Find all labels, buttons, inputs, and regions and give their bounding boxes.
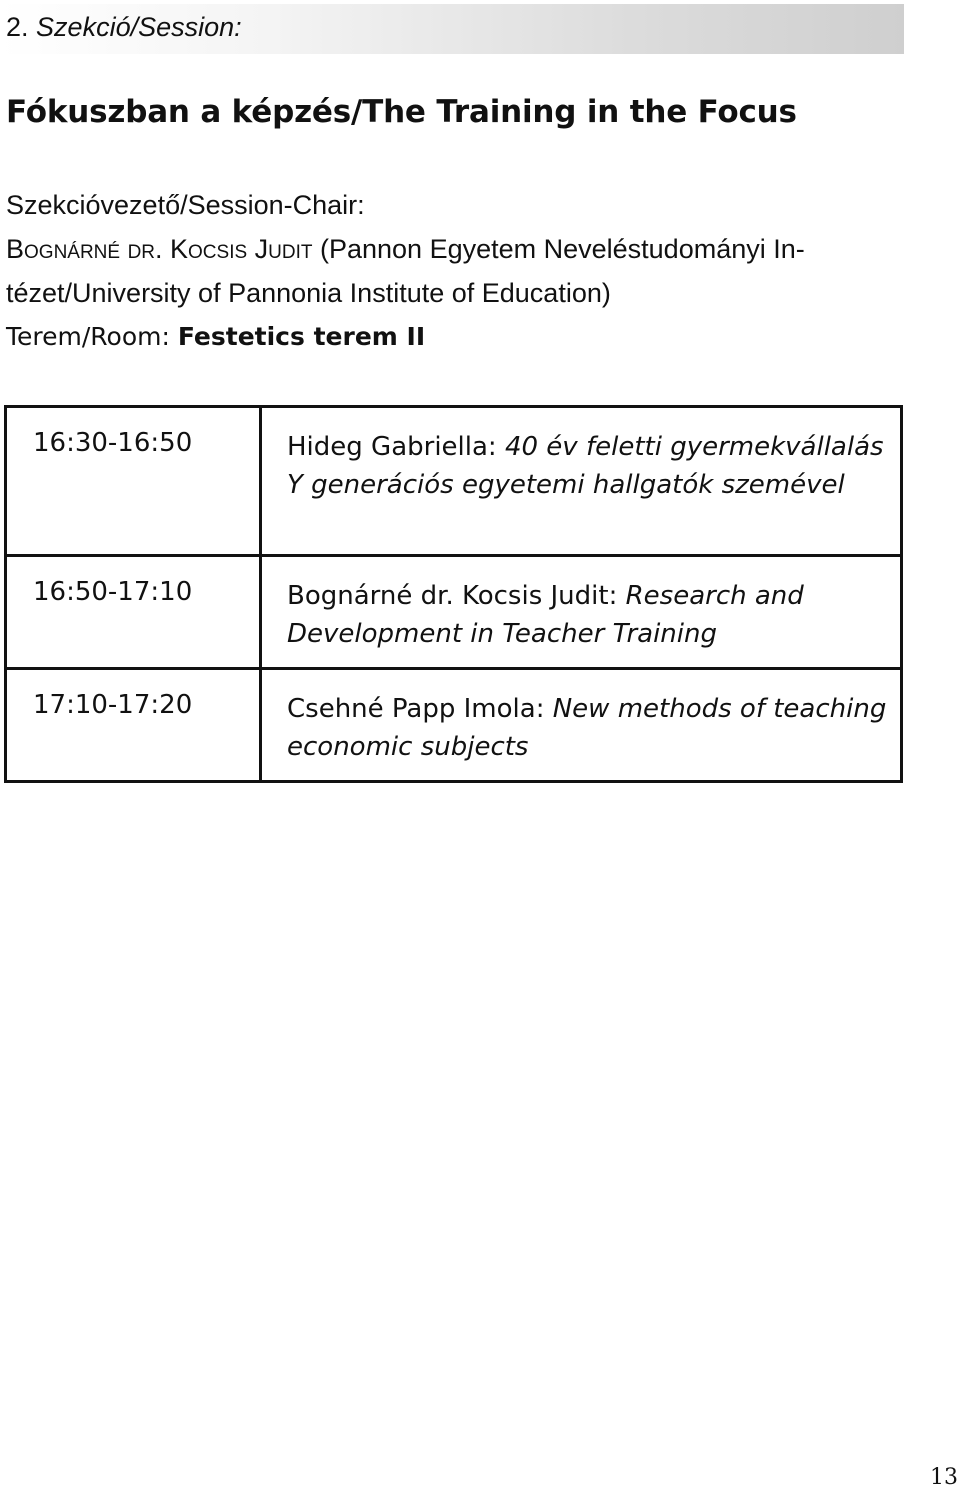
talk-title: New methods of teaching economic subjects [287,694,887,762]
session-chair-line-1 [6,234,805,265]
talk [262,408,900,518]
session-chair-affiliation-2: tézet/University of Pannonia Institute of Education) [6,278,611,308]
schedule-row [6,669,902,782]
time-slot: 16:50-17:10 [33,577,193,607]
talk-speaker: Bognárné dr. Kocsis Judit: [287,581,626,611]
talk [262,557,900,667]
schedule-row [6,407,902,556]
talk-cell [261,669,902,782]
session-title: Fókuszban a képzés/The Training in the Focus [6,94,797,130]
room-label: Terem/Room: [6,322,178,351]
page-number: 13 [930,1465,958,1490]
talk-speaker: Csehné Papp Imola: [287,694,553,724]
talk-cell [261,556,902,669]
session-chair-name: Bognárné dr. Kocsis Judit [6,234,313,264]
talk-cell [261,407,902,556]
room-line [6,322,425,351]
room-value: Festetics terem II [177,322,426,351]
time-slot: 17:10-17:20 [33,690,193,720]
talk [262,670,900,780]
time-cell [6,556,261,669]
session-chair-label: Szekcióvezető/Session-Chair: [6,190,365,220]
schedule-table [4,405,903,783]
session-label-text: Szekció/Session: [36,12,242,42]
session-label [6,12,242,43]
session-chair-line-2 [6,278,611,309]
talk-title: 40 év feletti gyermekvállalás Y generációs egyetemi hallgatók szemével [287,432,884,500]
talk-title: Research and Development in Teacher Training [287,581,804,649]
time-cell [6,407,261,556]
talk-speaker: Hideg Gabriella: [287,432,505,462]
schedule-row [6,556,902,669]
time-slot: 16:30-16:50 [33,428,193,458]
time-cell [6,669,261,782]
session-number: 2. [6,12,29,42]
session-chair-affiliation-1: (Pannon Egyetem Neveléstudományi In- [312,234,805,264]
